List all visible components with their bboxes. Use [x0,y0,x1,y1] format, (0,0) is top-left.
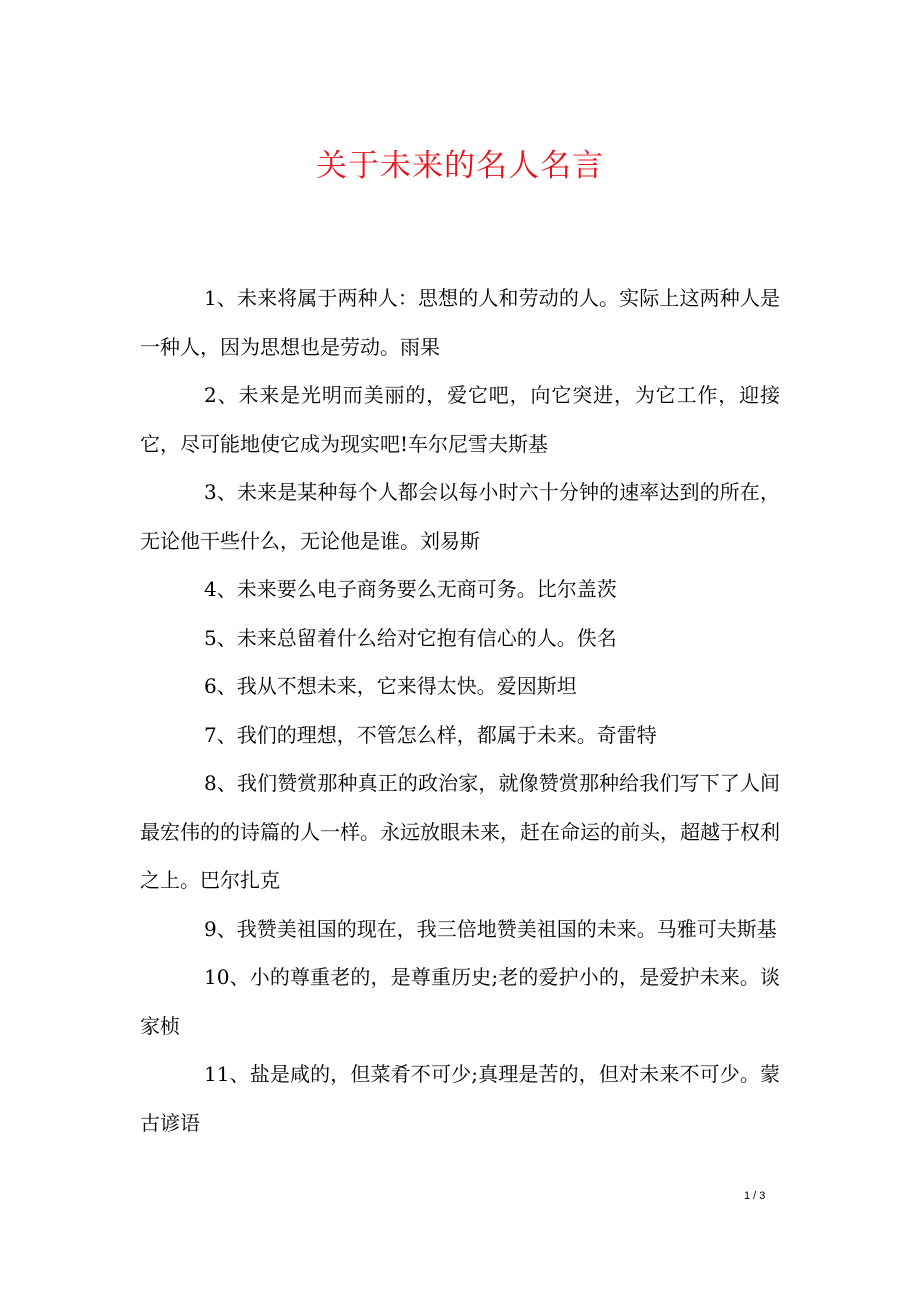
quote-paragraph-1: 1、未来将属于两种人：思想的人和劳动的人。实际上这两种人是一种人，因为思想也是劳动。雨果 [140,286,780,359]
quote-paragraph-10: 10、小的尊重老的，是尊重历史;老的爱护小的，是爱护未来。谈家桢 [140,965,780,1038]
quote-paragraph-6: 6、我从不想未来，它来得太快。爱因斯坦 [204,674,577,698]
quote-paragraph-4: 4、未来要么电子商务要么无商可务。比尔盖茨 [204,577,617,601]
quote-paragraph-8: 8、我们赞赏那种真正的政治家，就像赞赏那种给我们写下了人间最宏伟的的诗篇的人一样。永远放眼未来，赶在命运的前头，超越于权利之上。巴尔扎克 [140,771,780,892]
quote-paragraph-2: 2、未来是光明而美丽的，爱它吧，向它突进，为它工作，迎接它，尽可能地使它成为现实吧!车尔尼雪夫斯基 [140,383,780,456]
quote-paragraph-11: 11、盐是咸的，但菜肴不可少;真理是苦的，但对未来不可少。蒙古谚语 [140,1062,780,1135]
quote-paragraph-5: 5、未来总留着什么给对它抱有信心的人。佚名 [204,625,617,650]
page-number: 1 / 3 [744,1190,766,1202]
quote-paragraph-9: 9、我赞美祖国的现在，我三倍地赞美祖国的未来。马雅可夫斯基 [204,916,777,941]
document-body [140,274,780,1147]
document-title: 关于未来的名人名言 [316,148,604,184]
quote-paragraph-7: 7、我们的理想，不管怎么样，都属于未来。奇雷特 [204,722,657,747]
quote-paragraph-3: 3、未来是某种每个人都会以每小时六十分钟的速率达到的所在，无论他干些什么，无论他是谁。刘易斯 [140,480,780,553]
